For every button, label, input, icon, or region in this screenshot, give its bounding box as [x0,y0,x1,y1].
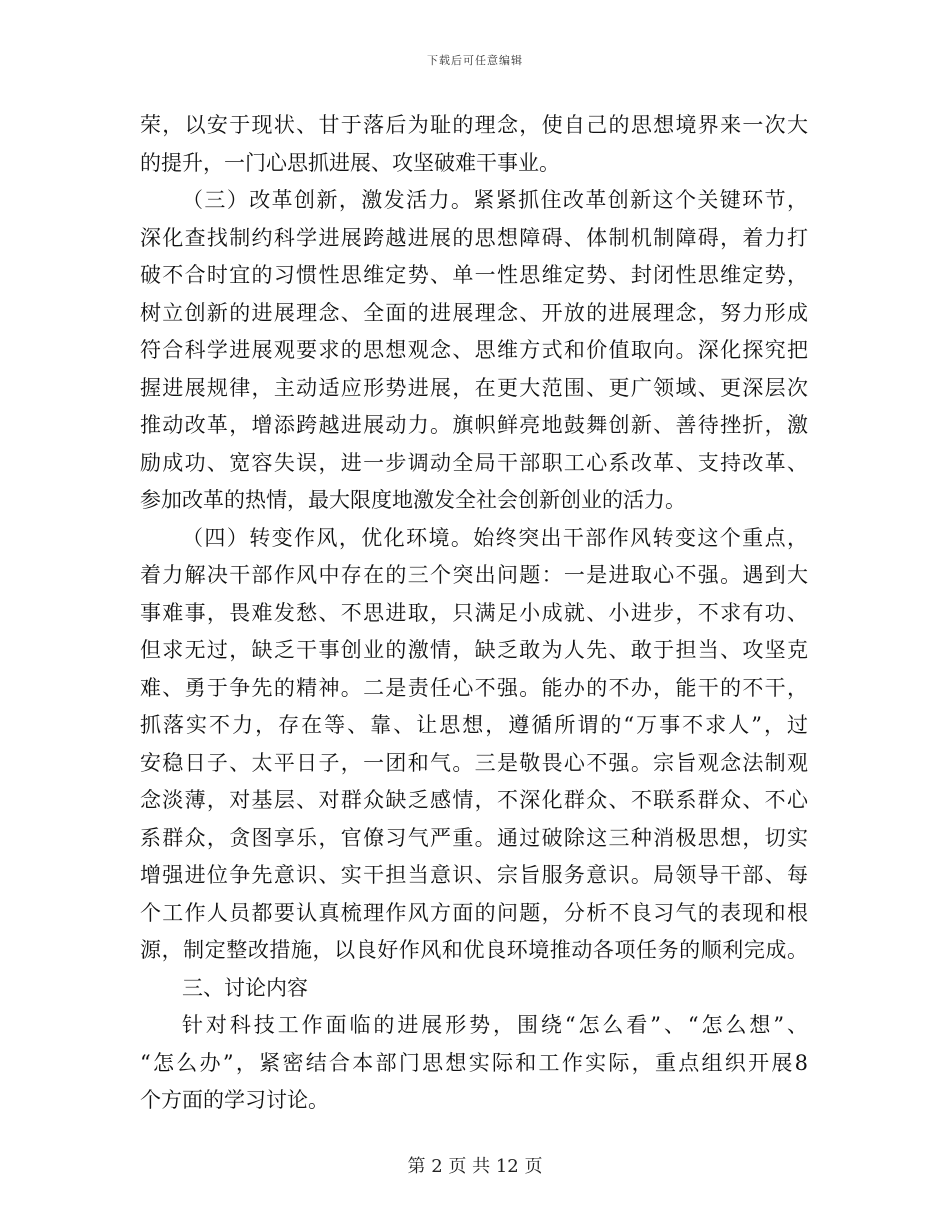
text-line: 符合科学进展观要求的思想观念、思维方式和价值取向。深化探究把 [140,338,808,362]
page-header: 下载后可任意编辑 [427,54,523,67]
text-line: 着力解决干部作风中存在的三个突出问题：一是进取心不强。遇到大 [140,563,808,587]
text-line: 参加改革的热情，最大限度地激发全社会创新创业的活力。 [140,488,686,512]
text-line: “怎么办”，紧密结合本部门思想实际和工作实际，重点组织开展8 [140,1050,808,1075]
text-line: 安稳日子、太平日子，一团和气。三是敬畏心不强。宗旨观念法制观 [140,750,808,775]
text-line: （四）转变作风，优化环境。始终突出干部作风转变这个重点， [182,525,808,550]
text-line: 个工作人员都要认真梳理作风方面的问题，分析不良习气的表现和根 [140,900,808,925]
text-line: 增强进位争先意识、实干担当意识、宗旨服务意识。局领导干部、每 [140,863,808,887]
text-line: 三、讨论内容 [182,975,308,1000]
text-line: 源，制定整改措施，以良好作风和优良环境推动各项任务的顺利完成。 [140,938,808,962]
body-text [140,107,808,1120]
text-line: 破不合时宜的习惯性思维定势、单一性思维定势、封闭性思维定势， [140,263,808,287]
text-line: 针对科技工作面临的进展形势，围绕“怎么看”、“怎么想”、 [182,1013,808,1037]
text-line: 事难事，畏难发愁、不思进取，只满足小成就、小进步，不求有功、 [140,600,808,625]
text-line: 握进展规律，主动适应形势进展，在更大范围、更广领域、更深层次 [140,375,808,400]
text-line: 推动改革，增添跨越进展动力。旗帜鲜亮地鼓舞创新、善待挫折，激 [140,413,808,437]
text-line: 系群众，贪图享乐，官僚习气严重。通过破除这三种消极思想，切实 [140,825,808,850]
text-line: 励成功、宽容失误，进一步调动全局干部职工心系改革、支持改革、 [140,450,808,475]
text-line: 抓落实不力，存在等、靠、让思想，遵循所谓的“万事不求人”，过 [140,713,808,737]
text-line: 深化查找制约科学进展跨越进展的思想障碍、体制机制障碍，着力打 [140,225,808,250]
text-line: （三）改革创新，激发活力。紧紧抓住改革创新这个关键环节， [182,188,808,212]
page-footer: 第 2 页 共 12 页 [407,1156,543,1177]
text-line: 的提升，一门心思抓进展、攻坚破难干事业。 [140,150,560,175]
text-line: 荣，以安于现状、甘于落后为耻的理念，使自己的思想境界来一次大 [140,113,808,137]
text-line: 念淡薄，对基层、对群众缺乏感情，不深化群众、不联系群众、不心 [140,788,808,812]
text-line: 树立创新的进展理念、全面的进展理念、开放的进展理念，努力形成 [140,300,808,325]
text-line: 难、勇于争先的精神。二是责任心不强。能办的不办，能干的不干， [140,675,808,700]
text-line: 但求无过，缺乏干事创业的激情，缺乏敢为人先、敢于担当、攻坚克 [140,638,808,662]
text-line: 个方面的学习讨论。 [140,1088,329,1112]
